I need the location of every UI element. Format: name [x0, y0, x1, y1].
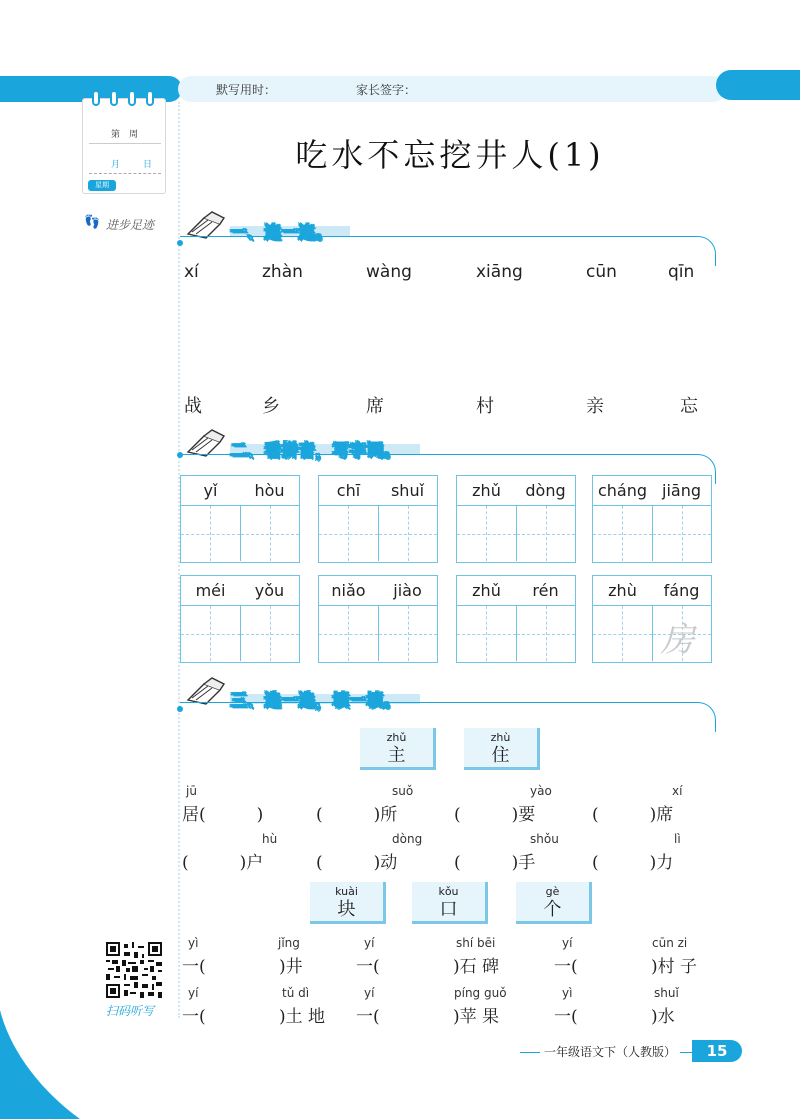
writing-cell[interactable]	[593, 506, 653, 561]
writing-cell[interactable]	[319, 506, 379, 561]
note-line	[89, 173, 161, 174]
book-label: 一年级语文下（人教版）	[540, 1043, 680, 1060]
writing-cell[interactable]	[457, 506, 517, 561]
footprint-icon: 👣	[84, 215, 101, 230]
hint-pinyin: píng guǒ	[454, 986, 507, 1000]
hint-pinyin: shí bēi	[456, 936, 496, 950]
choice-card[interactable]	[310, 882, 386, 924]
fill-blank[interactable]: ( )力	[592, 853, 674, 873]
writing-cell[interactable]	[379, 506, 438, 561]
section-heading: 一、连一连。	[230, 223, 332, 243]
section-rule	[180, 702, 716, 732]
hint-pinyin: suǒ	[392, 784, 414, 798]
box-pinyin: fáng	[663, 581, 700, 600]
qr-label: 扫码听写	[106, 1004, 155, 1018]
choice-card[interactable]	[464, 728, 540, 770]
fill-blank[interactable]: )土 地	[262, 1007, 326, 1027]
progress-label: 进步足迹	[106, 218, 155, 232]
fill-blank[interactable]: 一(	[356, 957, 380, 977]
box-pinyin: jiāng	[662, 481, 701, 500]
weekday-badge: 星期	[88, 180, 116, 191]
box-pinyin: rén	[532, 581, 559, 600]
ring-icon	[92, 90, 100, 106]
writing-cell[interactable]	[181, 606, 241, 661]
hanzi-item: 乡	[262, 396, 280, 417]
page-title: 吃水不忘挖井人(1)	[295, 136, 605, 174]
hint-pinyin: jǐng	[278, 936, 300, 950]
card-char: 块	[337, 899, 356, 920]
hint-pinyin: xí	[672, 784, 683, 798]
writing-cell[interactable]	[319, 606, 379, 661]
month-label: 月	[111, 160, 121, 170]
hanzi-item: 席	[366, 396, 384, 417]
week-label: 第 周	[111, 130, 139, 140]
box-pinyin: chī	[336, 481, 361, 500]
writing-cell[interactable]	[241, 606, 300, 661]
writing-cell[interactable]	[653, 506, 712, 561]
writing-cell[interactable]	[181, 506, 241, 561]
top-band-right	[716, 70, 800, 100]
writing-cell[interactable]	[241, 506, 300, 561]
card-pinyin: gè	[545, 885, 560, 898]
choice-card[interactable]	[360, 728, 436, 770]
card-pinyin: kǒu	[438, 885, 459, 898]
box-pinyin: niǎo	[331, 581, 366, 600]
hint-pinyin: dòng	[392, 832, 423, 846]
writing-box[interactable]	[592, 575, 712, 663]
card-pinyin: kuài	[335, 885, 358, 898]
ring-icon	[128, 90, 136, 106]
writing-box[interactable]	[318, 575, 438, 663]
fill-blank[interactable]: )苹 果	[436, 1007, 500, 1027]
section-heading: 二、看拼音，写字词。	[230, 441, 400, 461]
fill-blank[interactable]: 一(	[554, 957, 578, 977]
hint-pinyin: yì	[562, 986, 573, 1000]
fill-blank[interactable]: )石 碑	[436, 957, 500, 977]
box-pinyin: jiào	[393, 581, 422, 600]
box-pinyin: zhǔ	[472, 581, 501, 600]
box-pinyin: yǒu	[254, 581, 285, 600]
card-pinyin: zhǔ	[386, 731, 407, 744]
writing-box[interactable]	[180, 575, 300, 663]
rule-dot	[177, 240, 183, 246]
pinyin-item: cūn	[586, 262, 617, 282]
page-number: 15	[692, 1040, 742, 1062]
writing-box[interactable]	[456, 475, 576, 563]
section-heading: 三、选一选，填一填。	[230, 691, 400, 711]
hint-pinyin: yí	[562, 936, 573, 950]
section-rule	[180, 236, 716, 266]
hint-pinyin: yí	[364, 986, 375, 1000]
hint-pinyin: yào	[530, 784, 552, 798]
fill-blank[interactable]: ( )动	[316, 853, 398, 873]
card-char: 口	[439, 899, 458, 920]
fill-blank[interactable]: ( )要	[454, 805, 536, 825]
pinyin-item: xí	[184, 262, 199, 282]
writing-box[interactable]	[318, 475, 438, 563]
box-pinyin: zhù	[608, 581, 637, 600]
choice-card[interactable]	[412, 882, 488, 924]
hanzi-item: 村	[476, 396, 494, 417]
card-char: 住	[491, 745, 510, 766]
hint-pinyin: lì	[674, 832, 681, 846]
writing-box[interactable]	[592, 475, 712, 563]
example-char: 房	[660, 620, 695, 660]
hanzi-item: 忘	[680, 396, 698, 417]
box-pinyin: méi	[195, 581, 226, 600]
box-pinyin: zhǔ	[472, 481, 501, 500]
qr-code-icon[interactable]	[106, 942, 162, 998]
writing-cell[interactable]	[517, 606, 576, 661]
fill-blank[interactable]: 一(	[356, 1007, 380, 1027]
box-pinyin: cháng	[597, 481, 648, 500]
hint-pinyin: yì	[188, 936, 199, 950]
fill-blank[interactable]: ( )席	[592, 805, 674, 825]
hanzi-item: 战	[184, 396, 202, 417]
writing-box[interactable]	[180, 475, 300, 563]
writing-cell[interactable]	[593, 606, 653, 661]
box-pinyin: yǐ	[203, 481, 218, 500]
box-pinyin: dòng	[525, 481, 566, 500]
pinyin-item: qīn	[668, 262, 695, 282]
fill-blank[interactable]: ( )户	[182, 853, 264, 873]
fill-blank[interactable]: 居( )	[182, 805, 264, 825]
pinyin-item: xiāng	[476, 262, 523, 282]
fill-blank[interactable]: ( )手	[454, 853, 536, 873]
rule-dot	[177, 452, 183, 458]
writing-cell[interactable]	[379, 606, 438, 661]
pinyin-item: zhàn	[262, 262, 303, 282]
fill-blank[interactable]: 一(	[182, 957, 206, 977]
hint-pinyin: shǒu	[530, 832, 559, 846]
hint-pinyin: cūn zi	[652, 936, 688, 950]
corner-decoration	[0, 1010, 80, 1119]
hint-pinyin: shuǐ	[654, 986, 679, 1000]
fill-blank[interactable]: )井	[262, 957, 303, 977]
time-label: 默写用时：	[216, 83, 277, 97]
choice-card[interactable]	[516, 882, 592, 924]
fill-blank[interactable]: ( )所	[316, 805, 398, 825]
ring-icon	[110, 90, 118, 106]
writing-cell[interactable]	[457, 606, 517, 661]
hint-pinyin: yí	[364, 936, 375, 950]
hint-pinyin: yí	[188, 986, 199, 1000]
card-char: 主	[387, 745, 406, 766]
fill-blank[interactable]: 一(	[182, 1007, 206, 1027]
hint-pinyin: jū	[186, 784, 197, 798]
day-label: 日	[143, 160, 153, 170]
writing-cell[interactable]	[653, 606, 712, 661]
hanzi-item: 亲	[586, 396, 604, 417]
rule-dot	[177, 706, 183, 712]
note-line	[89, 143, 161, 144]
fill-blank[interactable]: )村 子	[634, 957, 698, 977]
ring-icon	[146, 90, 154, 106]
hint-pinyin: hù	[262, 832, 278, 846]
card-char: 个	[543, 899, 562, 920]
box-pinyin: shuǐ	[390, 481, 425, 500]
sign-label: 家长签字：	[356, 83, 417, 97]
fill-blank[interactable]: )水	[634, 1007, 675, 1027]
card-pinyin: zhù	[490, 731, 511, 744]
writing-cell[interactable]	[517, 506, 576, 561]
pinyin-item: wàng	[366, 262, 412, 282]
writing-box[interactable]	[456, 575, 576, 663]
hint-pinyin: tǔ dì	[282, 986, 310, 1000]
fill-blank[interactable]: 一(	[554, 1007, 578, 1027]
box-pinyin: hòu	[254, 481, 285, 500]
